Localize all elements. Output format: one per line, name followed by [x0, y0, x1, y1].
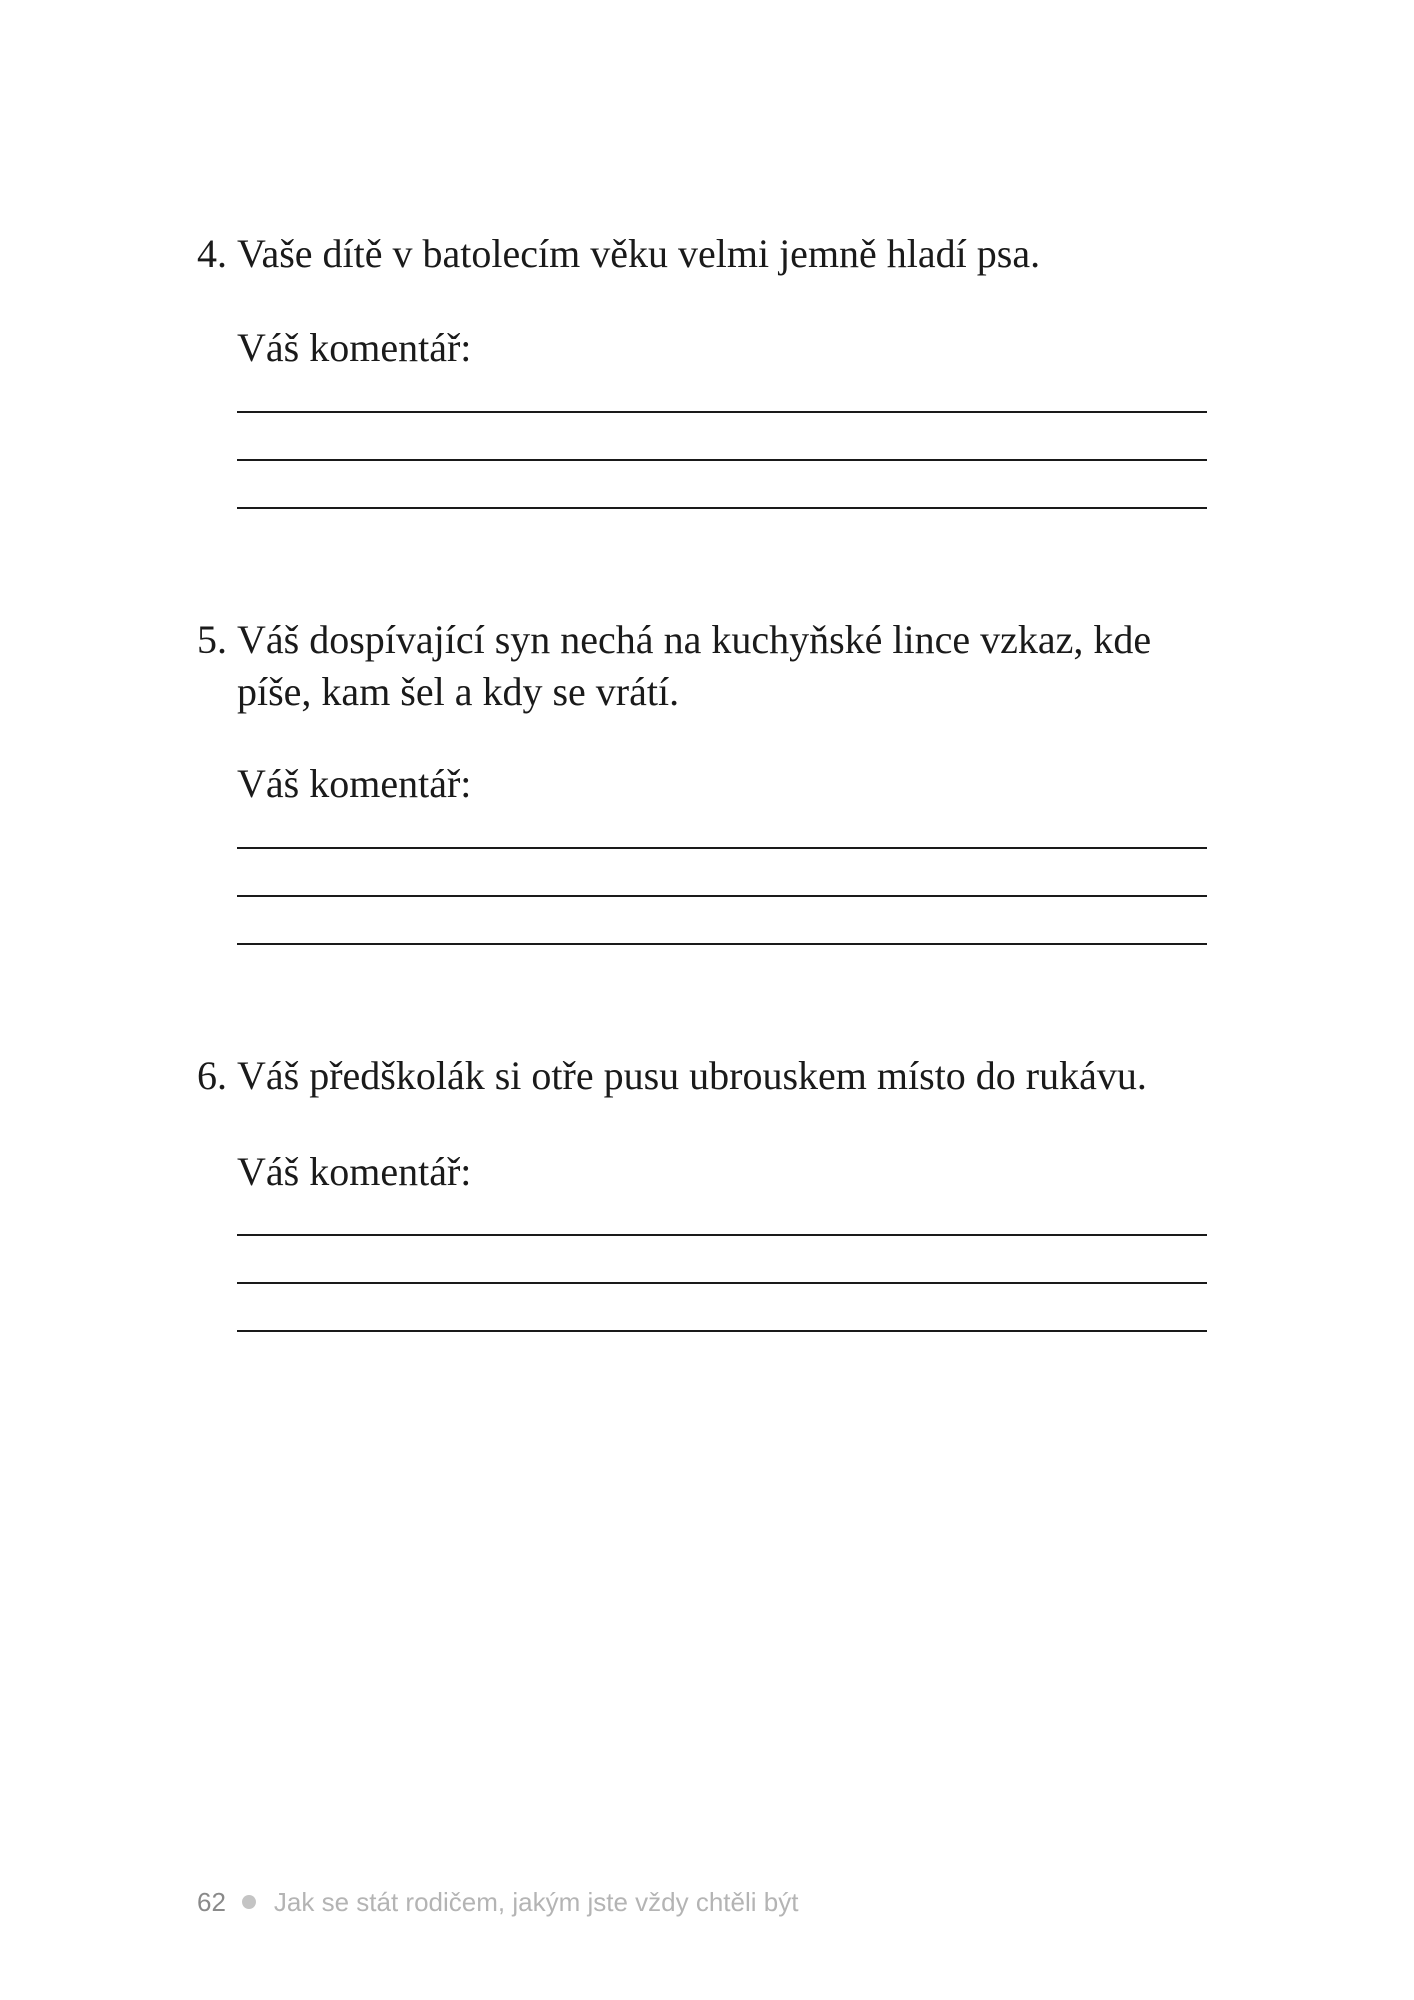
question-5	[197, 614, 1207, 718]
page-footer	[197, 1885, 798, 1919]
question-6	[197, 1050, 1207, 1102]
page-number: 62	[197, 1887, 226, 1917]
question-text: Váš předškolák si otře pusu ubrouskem místo do rukávu.	[237, 1053, 1147, 1098]
question-number: 5.	[197, 617, 227, 662]
question-text: Váš dospívající syn nechá na kuchyňské lince vzkaz, kde píše, kam šel a kdy se vrátí.	[237, 617, 1152, 714]
bullet-icon	[242, 1895, 256, 1909]
answer-line[interactable]	[237, 411, 1207, 413]
answer-line[interactable]	[237, 1330, 1207, 1332]
book-title: Jak se stát rodičem, jakým jste vždy chtěli být	[273, 1887, 799, 1917]
comment-label: Váš komentář:	[237, 761, 472, 806]
question-text: Vaše dítě v batolecím věku velmi jemně hladí psa.	[237, 231, 1041, 276]
answer-line[interactable]	[237, 459, 1207, 461]
answer-line[interactable]	[237, 895, 1207, 897]
answer-line[interactable]	[237, 943, 1207, 945]
question-4	[197, 228, 1207, 280]
answer-line[interactable]	[237, 1234, 1207, 1236]
answer-line[interactable]	[237, 507, 1207, 509]
answer-line[interactable]	[237, 847, 1207, 849]
comment-label: Váš komentář:	[237, 1149, 472, 1194]
question-number: 4.	[197, 231, 227, 276]
comment-label: Váš komentář:	[237, 325, 472, 370]
answer-line[interactable]	[237, 1282, 1207, 1284]
question-number: 6.	[197, 1053, 227, 1098]
